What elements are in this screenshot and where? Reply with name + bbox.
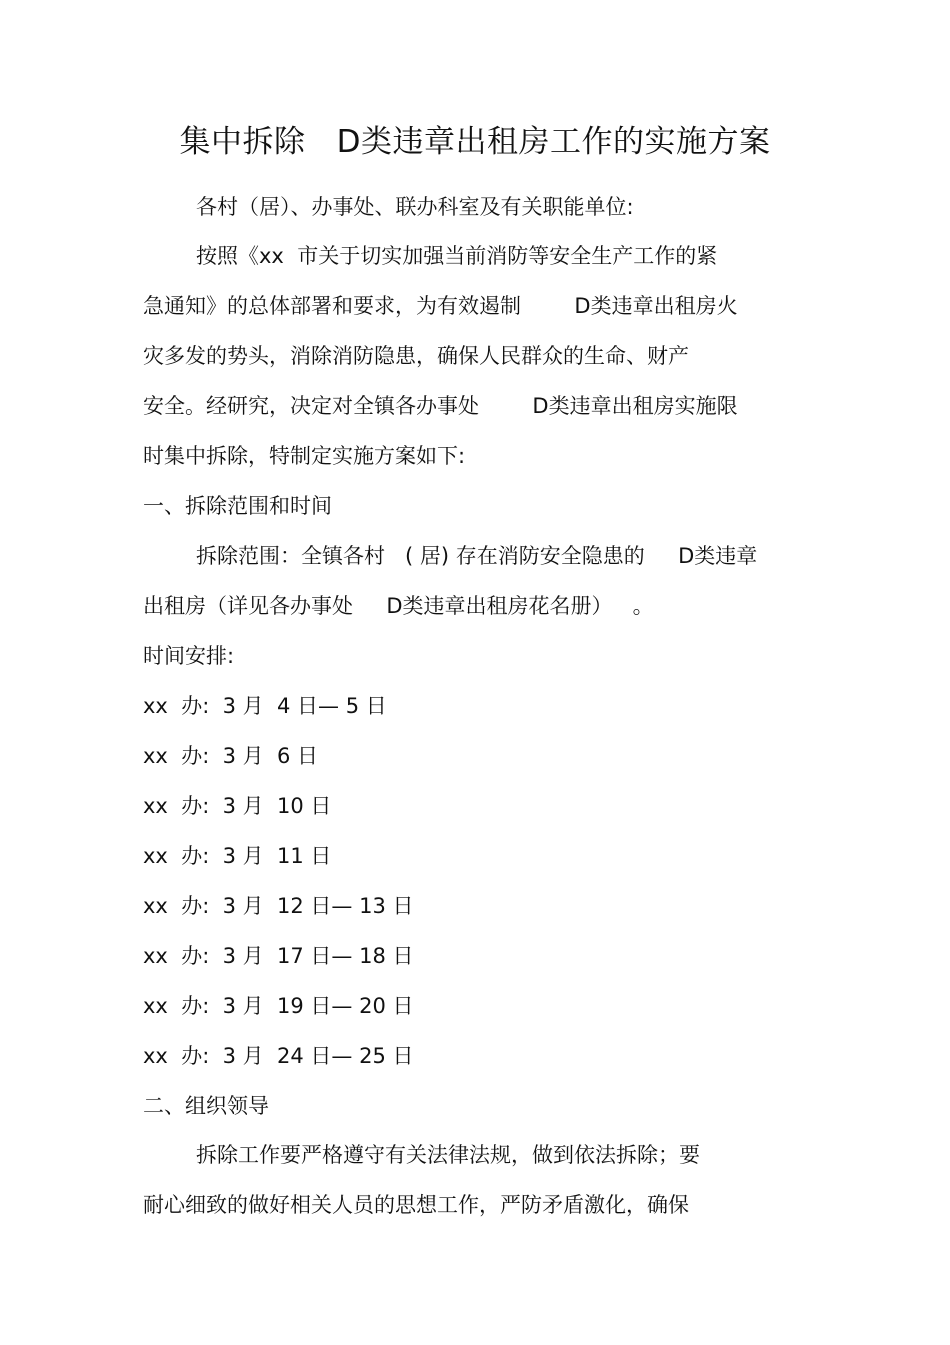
document-title: 集中拆除 D类违章出租房工作的实施方案 bbox=[179, 124, 771, 160]
paragraph-line: 出租房（详见各办事处 D类违章出租房花名册） 。 bbox=[143, 594, 654, 618]
schedule-item: xx 办: 3 月 10 日 bbox=[143, 794, 332, 818]
paragraph-line: 灾多发的势头，消除消防隐患，确保人民群众的生命、财产 bbox=[143, 344, 689, 368]
schedule-item: xx 办: 3 月 11 日 bbox=[143, 844, 332, 868]
section-heading: 二、组织领导 bbox=[143, 1094, 269, 1118]
schedule-item: xx 办: 3 月 6 日 bbox=[143, 744, 319, 768]
schedule-item: xx 办: 3 月 24 日— 25 日 bbox=[143, 1044, 414, 1068]
schedule-item: xx 办: 3 月 19 日— 20 日 bbox=[143, 994, 414, 1018]
paragraph-line: 按照《xx 市关于切实加强当前消防等安全生产工作的紧 bbox=[196, 244, 718, 268]
salutation-line: 各村（居）、办事处、联办科室及有关职能单位: bbox=[196, 195, 634, 219]
paragraph-line: 耐心细致的做好相关人员的思想工作，严防矛盾激化，确保 bbox=[143, 1193, 689, 1217]
schedule-item: xx 办: 3 月 4 日— 5 日 bbox=[143, 694, 387, 718]
paragraph-line: 拆除范围：全镇各村 ( 居) 存在消防安全隐患的 D类违章 bbox=[196, 544, 758, 568]
schedule-item: xx 办: 3 月 17 日— 18 日 bbox=[143, 944, 414, 968]
paragraph-line: 拆除工作要严格遵守有关法律法规，做到依法拆除；要 bbox=[196, 1143, 700, 1167]
paragraph-line: 安全。经研究，决定对全镇各办事处 D类违章出租房实施限 bbox=[143, 394, 738, 418]
paragraph-line: 时集中拆除，特制定实施方案如下: bbox=[143, 444, 466, 468]
schedule-heading: 时间安排: bbox=[143, 644, 235, 668]
section-heading: 一、拆除范围和时间 bbox=[143, 494, 332, 518]
paragraph-line: 急通知》的总体部署和要求，为有效遏制 D类违章出租房火 bbox=[143, 294, 738, 318]
schedule-item: xx 办: 3 月 12 日— 13 日 bbox=[143, 894, 414, 918]
